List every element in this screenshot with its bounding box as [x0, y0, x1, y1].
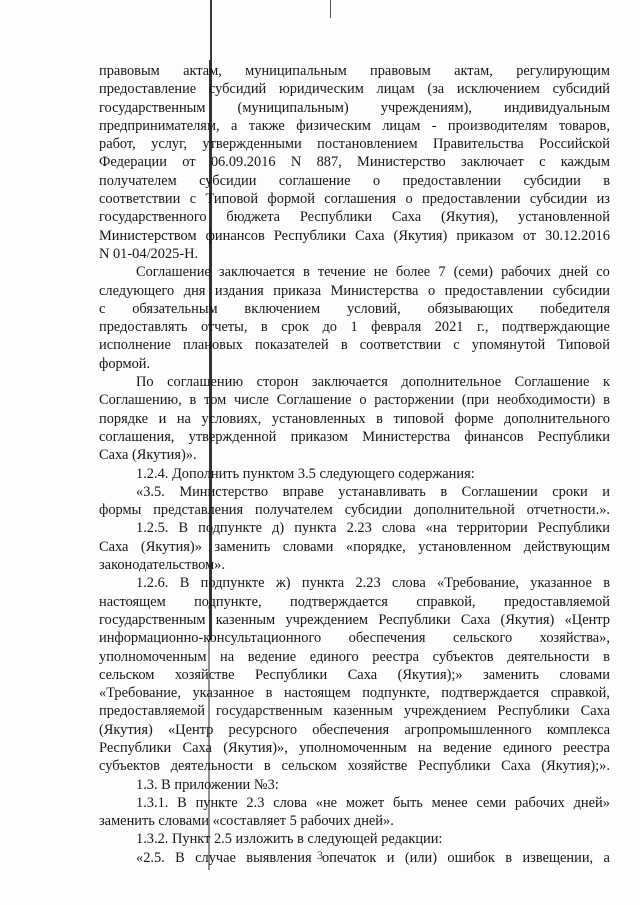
text-line: Республики Саха (Якутия)», уполномоченным на ведение единого реестра	[99, 739, 610, 756]
text-line: субъектов деятельности в сельском хозяйстве Республики Саха (Якутия);».	[99, 758, 610, 775]
text-line: с обязательным включением условий, обязывающих победителя	[99, 300, 610, 317]
text-line: предоставлять отчеты, в срок до 1 февраля 2021 г., подтверждающие	[99, 319, 610, 336]
text-line: работ, услуг, утвержденными постановлением Правительства Российской	[99, 136, 610, 153]
text-line: заменить словами «составляет 5 рабочих дней».	[99, 813, 394, 830]
text-line: предпринимателям, а также физическим лицам - производителям товаров,	[99, 117, 610, 134]
text-line: государственным (муниципальным) учреждениям), индивидуальным	[99, 99, 610, 116]
text-line: Федерации от 06.09.2016 N 887, Министерство заключает с каждым	[99, 154, 610, 171]
document-body	[99, 62, 610, 867]
text-line: 1.2.6. В подпункте ж) пункта 2.23 слова «Требование, указанное в	[136, 575, 610, 592]
text-line: формы представления получателем субсидии дополнительной отчетности.».	[99, 502, 610, 519]
text-line: исполнение плановых показателей в соответствии с упомянутой Типовой	[99, 337, 610, 354]
scan-artifact-line	[210, 0, 212, 60]
scan-artifact-line	[330, 0, 331, 18]
text-line: предоставляемой государственным казенным учреждением Республики Саха	[99, 703, 610, 720]
text-line: 1.2.5. В подпункте д) пункта 2.23 слова «на территории Республики	[136, 520, 610, 537]
text-line: сельском хозяйстве Республики Саха (Якутия);» заменить словами	[99, 666, 610, 683]
text-line: формой.	[99, 355, 151, 372]
text-line: N 01-04/2025-Н.	[99, 245, 199, 262]
text-line: (Якутия) «Центр ресурсного обеспечения агропромышленного комплекса	[99, 721, 610, 738]
text-line: законодательством».	[99, 557, 225, 574]
text-line: «Требование, указанное в настоящем подпункте, подтверждается справкой,	[99, 685, 610, 702]
text-line: 1.3.1. В пункте 2.3 слова «не может быть менее семи рабочих дней»	[136, 794, 610, 811]
text-line: «2.5. В случае выявления опечаток и (или) ошибок в извещении, а	[136, 849, 610, 866]
text-line: соглашения, утвержденной приказом Министерства финансов Республики	[99, 428, 610, 445]
text-line: государственного бюджета Республики Саха (Якутия), установленной	[99, 209, 610, 226]
text-line: Саха (Якутия)».	[99, 447, 197, 464]
text-line: Саха (Якутия)» заменить словами «порядке, установленном действующим	[99, 538, 610, 555]
text-line: 1.3.2. Пункт 2.5 изложить в следующей редакции:	[136, 831, 443, 848]
text-line: «3.5. Министерство вправе устанавливать в Соглашении сроки и	[136, 483, 610, 500]
text-line: настоящем подпункте, подтверждается справкой, предоставляемой	[99, 593, 610, 610]
text-line: следующего дня издания приказа Министерства о предоставлении субсидии	[99, 282, 610, 299]
text-line: уполномоченным на ведение единого реестра субъектов деятельности в	[99, 648, 610, 665]
text-line: соответствии с Типовой формой соглашения о предоставлении субсидии из	[99, 191, 610, 208]
text-line: Министерством финансов Республики Саха (Якутия) приказом от 30.12.2016	[99, 227, 610, 244]
text-line: 1.3. В приложении №3:	[136, 776, 279, 793]
text-line: По соглашению сторон заключается дополнительное Соглашение к	[136, 374, 610, 391]
text-line: получателем субсидии соглашение о предоставлении субсидии в	[99, 172, 610, 189]
page-number: 3	[317, 848, 323, 862]
text-line: информационно-консультационного обеспечения сельского хозяйства»,	[99, 630, 610, 647]
text-line: предоставление субсидий юридическим лицам (за исключением субсидий	[99, 81, 610, 98]
text-line: 1.2.4. Дополнить пунктом 3.5 следующего содержания:	[136, 465, 475, 482]
text-line: Соглашению, в том числе Соглашение о расторжении (при необходимости) в	[99, 392, 610, 409]
text-line: государственным казенным учреждением Республики Саха (Якутия) «Центр	[99, 611, 610, 628]
text-line: порядке и на условиях, установленных в типовой форме дополнительного	[99, 410, 610, 427]
text-line: Соглашение заключается в течение не более 7 (семи) рабочих дней со	[136, 264, 610, 281]
text-line: правовым актам, муниципальным правовым актам, регулирующим	[99, 63, 610, 79]
